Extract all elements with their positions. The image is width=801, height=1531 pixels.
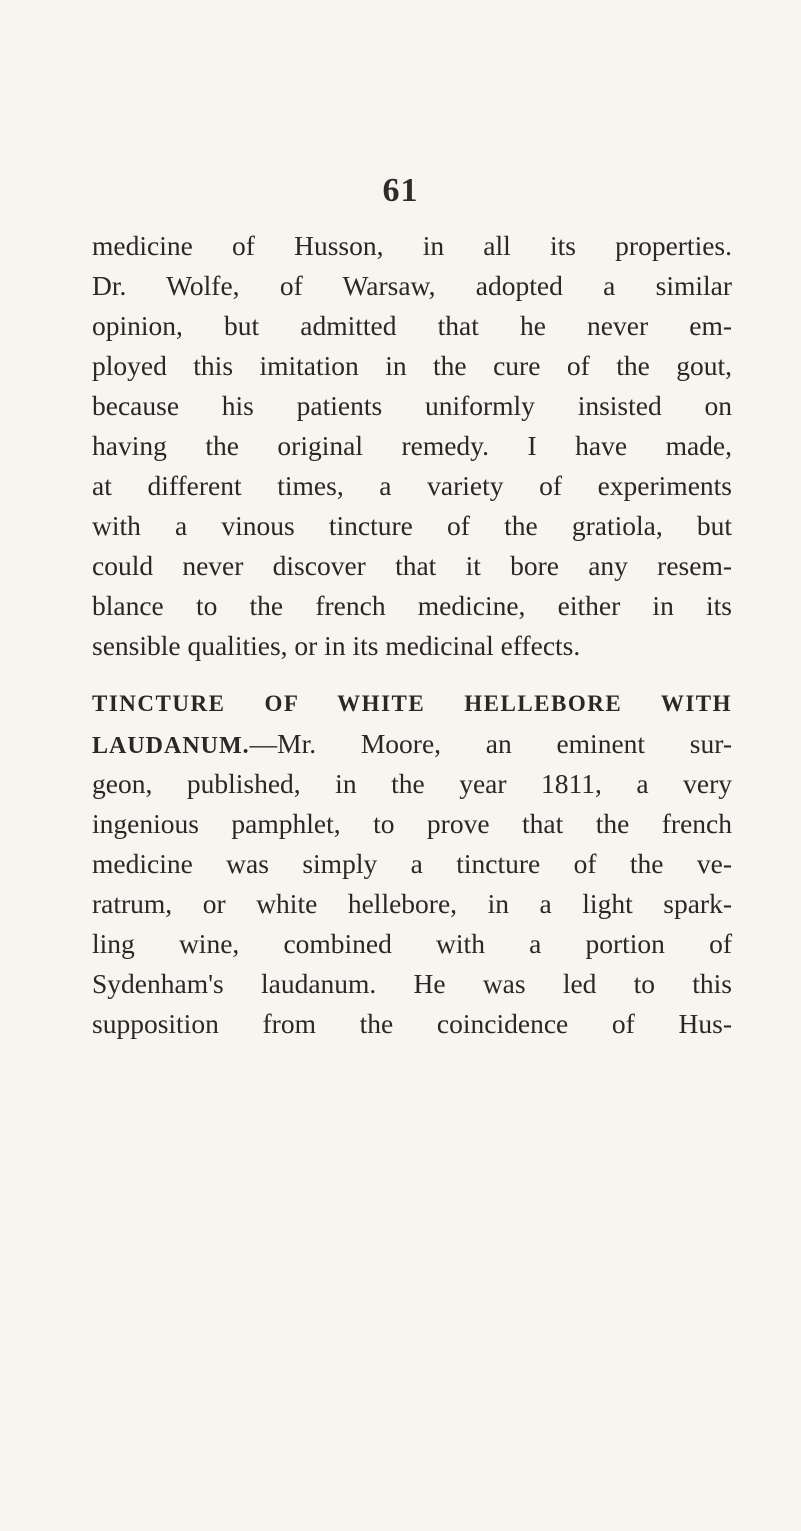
- text-line: sensible qualities, or in its medicinal effects.: [92, 630, 581, 661]
- text-line: medicine of Husson, in all its properties.: [92, 230, 732, 261]
- text-line: ingenious pamphlet, to prove that the french: [92, 808, 732, 839]
- paragraph-husson-imitation: [92, 226, 732, 666]
- text-line: with a vinous tincture of the gratiola, but: [92, 510, 732, 541]
- text-line: ratrum, or white hellebore, in a light spark-: [92, 888, 732, 919]
- text-line: geon, published, in the year 1811, a very: [92, 768, 732, 799]
- text-line: because his patients uniformly insisted on: [92, 390, 732, 421]
- section-heading-continuation: LAUDANUM.: [92, 733, 250, 759]
- text-line: ployed this imitation in the cure of the gout,: [92, 350, 732, 381]
- text-line: Sydenham's laudanum. He was led to this: [92, 968, 732, 999]
- text-line: could never discover that it bore any resem-: [92, 550, 732, 581]
- text-line-lead: [92, 724, 732, 764]
- page-number: 61: [382, 172, 419, 209]
- text-line: medicine was simply a tincture of the ve-: [92, 848, 732, 879]
- text-line: opinion, but admitted that he never em-: [92, 310, 732, 341]
- section-heading: TINCTURE OF WHITE HELLEBORE WITH: [92, 691, 732, 716]
- text-line: Dr. Wolfe, of Warsaw, adopted a similar: [92, 270, 732, 301]
- text-line: supposition from the coincidence of Hus-: [92, 1008, 732, 1039]
- lead-text: —Mr. Moore, an eminent sur-: [249, 728, 732, 759]
- paragraph-tincture-white-hellebore: [92, 684, 732, 1044]
- text-line: ling wine, combined with a portion of: [92, 928, 732, 959]
- text-line: having the original remedy. I have made,: [92, 430, 732, 461]
- text-line: at different times, a variety of experiments: [92, 470, 732, 501]
- text-line: blance to the french medicine, either in its: [92, 590, 732, 621]
